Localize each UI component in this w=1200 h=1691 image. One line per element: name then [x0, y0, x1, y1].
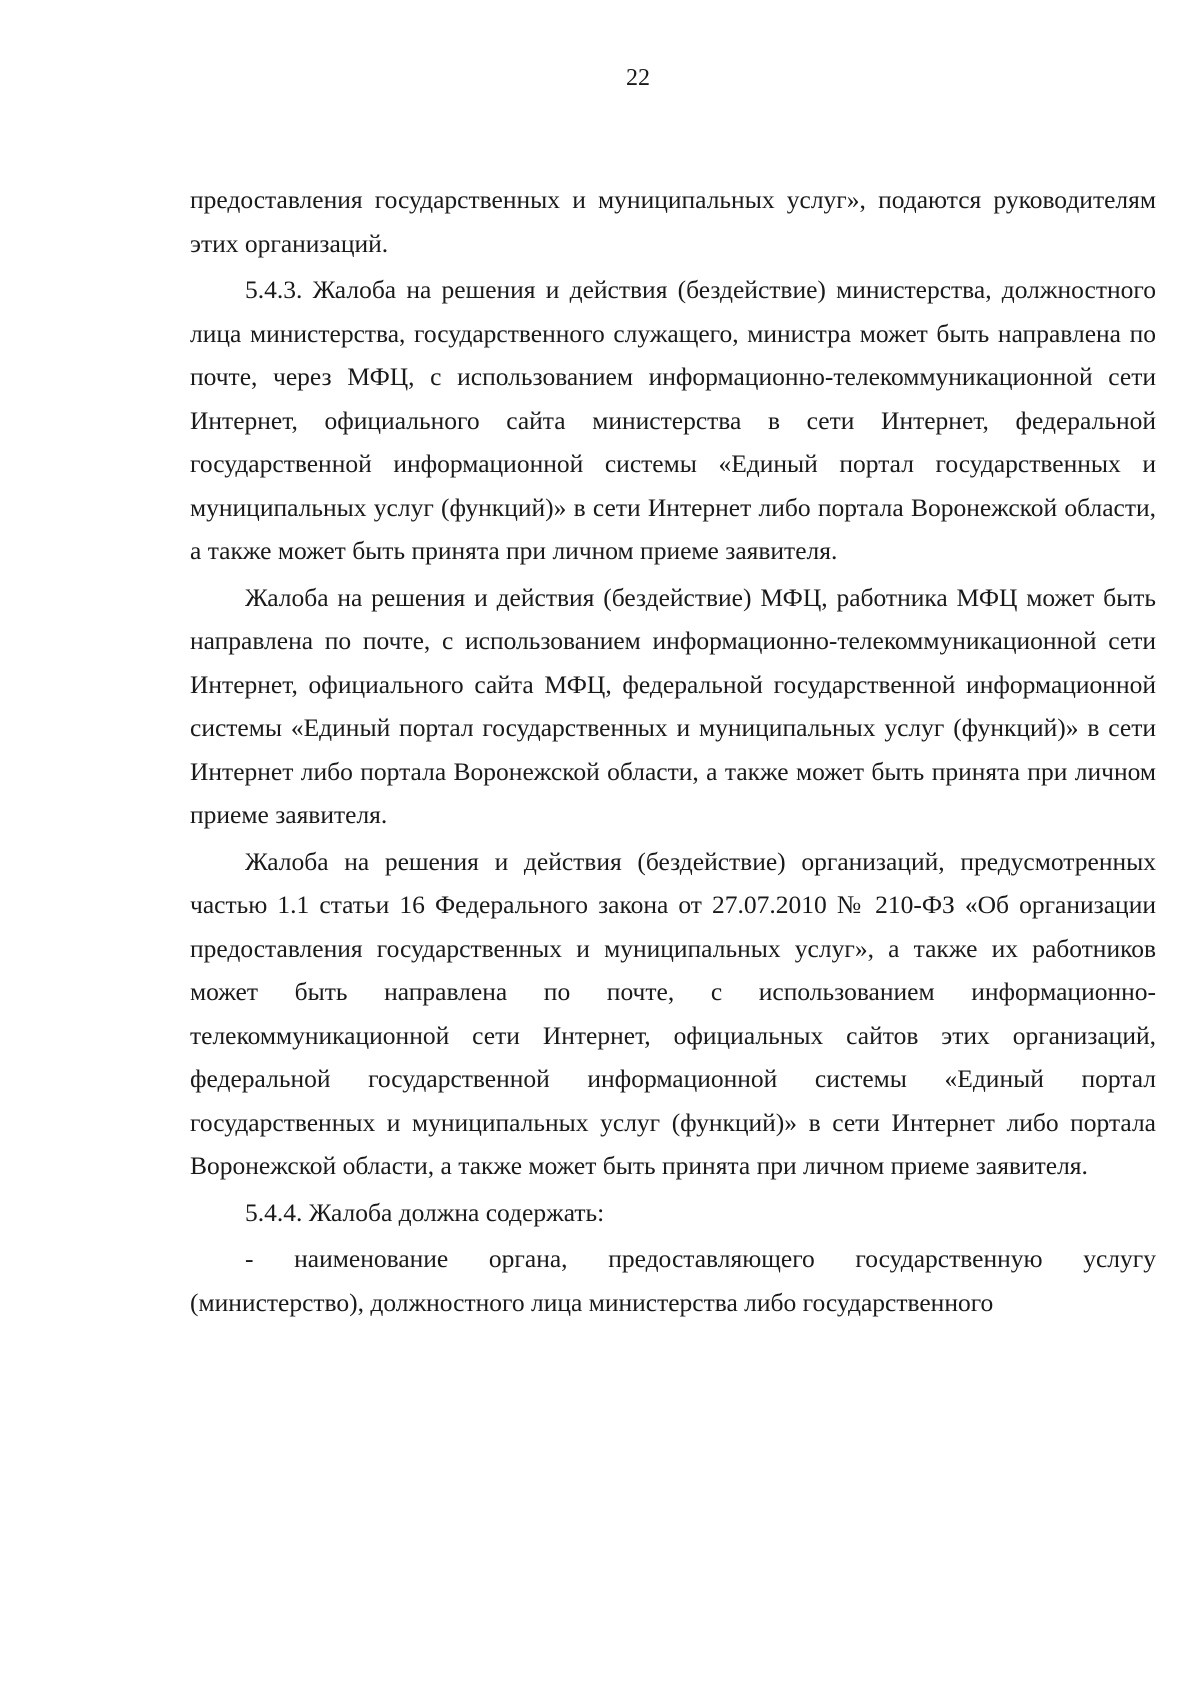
page-number: 22: [626, 65, 650, 91]
paragraph-mfc-complaint: Жалоба на решения и действия (бездействие) МФЦ, работника МФЦ может быть направлена по почте, с использованием информационно-телекоммуникационной сети Интернет, официального сайта МФЦ, федеральной государственной информационной системы «Единый портал государственных и муниципальных услуг (функций)» в сети Интернет либо портала Воронежской области, а также может быть принята при личном приеме заявителя.: [190, 582, 1156, 829]
paragraph-organizations-complaint: Жалоба на решения и действия (бездействие) организаций, предусмотренных частью 1.1 статьи 16 Федерального закона от 27.07.2010 № 210-ФЗ «Об организации предоставления государственных и муниципальных услуг», а также их работников может быть направлена по почте, с использованием информационно-телекоммуникационной сети Интернет, официальных сайтов этих организаций, федеральной государственной информационной системы «Единый портал государственных и муниципальных услуг (функций)» в сети Интернет либо портала Воронежской области, а также может быть принята при личном приеме заявителя.: [190, 846, 1156, 1180]
paragraph-5-4-4: 5.4.4. Жалоба должна содержать:: [245, 1197, 605, 1227]
paragraph-continuation: предоставления государственных и муниципальных услуг», подаются руководителям этих организаций.: [190, 185, 1156, 258]
paragraph-list-item: - наименование органа, предоставляющего государственную услугу (министерство), должностного лица министерства либо государственного: [190, 1244, 1156, 1317]
document-body: [190, 178, 1156, 1327]
paragraph-5-4-3: 5.4.3. Жалоба на решения и действия (бездействие) министерства, должностного лица министерства, государственного служащего, министра может быть направлена по почте, через МФЦ, с использованием информационно-телекоммуникационной сети Интернет, официального сайта министерства в сети Интернет, федеральной государственной информационной системы «Единый портал государственных и муниципальных услуг (функций)» в сети Интернет либо портала Воронежской области, а также может быть принята при личном приеме заявителя.: [190, 275, 1156, 565]
